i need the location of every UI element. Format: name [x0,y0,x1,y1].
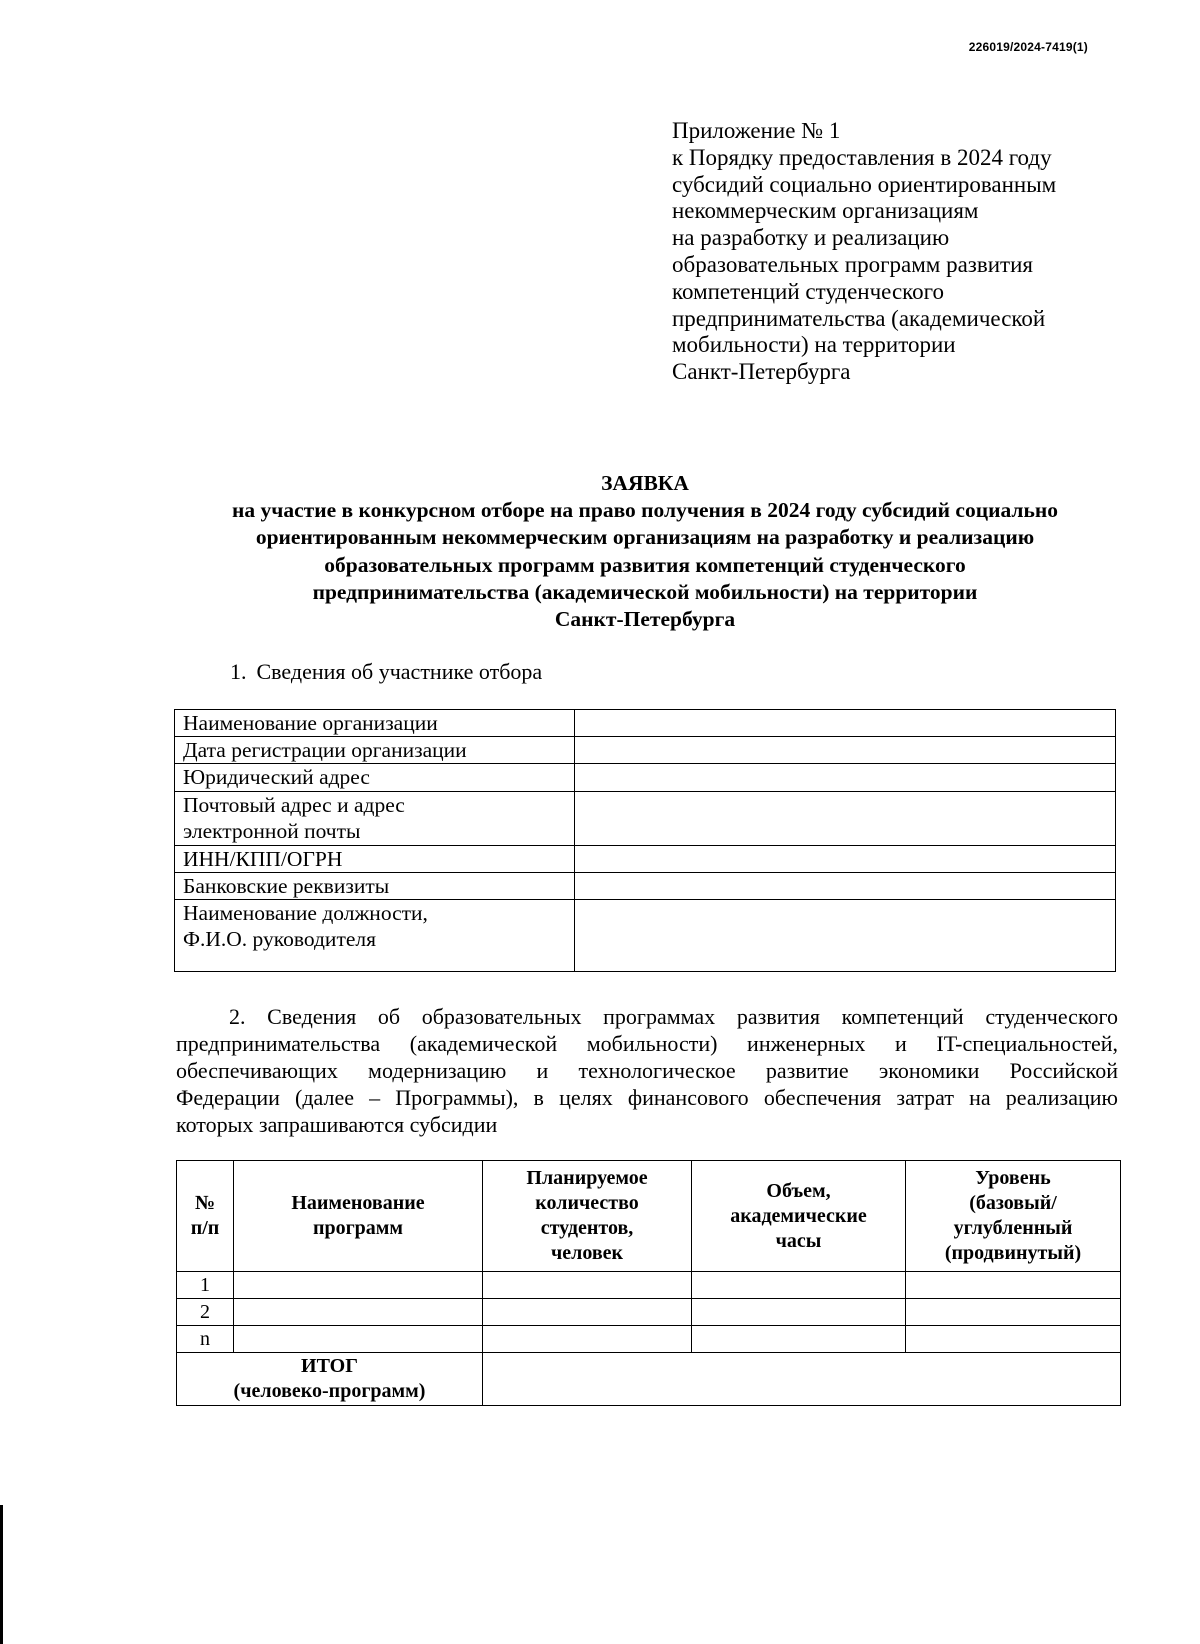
level-cell[interactable] [906,1272,1121,1299]
title-heading: ЗАЯВКА [601,471,689,495]
annex-line: мобильности) на территории [672,332,956,358]
value-cell[interactable] [575,873,1116,900]
col-header-students: Планируемое количество студентов, человек [483,1161,692,1272]
table-row [175,710,1116,737]
total-row [177,1353,1121,1406]
value-cell[interactable] [575,737,1116,764]
paragraph-line: которых запрашиваются субсидии [176,1112,498,1137]
level-cell[interactable] [906,1326,1121,1353]
hours-cell[interactable] [692,1326,906,1353]
table-row [177,1299,1121,1326]
value-cell[interactable] [575,792,1116,846]
total-value-cell[interactable] [483,1353,1121,1406]
table-row [175,873,1116,900]
program-name-cell[interactable] [234,1299,483,1326]
value-cell[interactable] [575,846,1116,873]
col-header-number: № п/п [177,1161,234,1272]
table-row [177,1326,1121,1353]
value-cell[interactable] [575,710,1116,737]
title-line: образовательных программ развития компетенций студенческого [324,552,966,577]
row-label: Дата регистрации организации [175,737,575,764]
table-row [177,1272,1121,1299]
value-cell[interactable] [575,900,1116,972]
col-header-level: Уровень (базовый/ углубленный (продвинутый) [906,1161,1121,1272]
annex-header [672,118,1112,386]
annex-line: к Порядку предоставления в 2024 году [672,144,1052,170]
paragraph-line: Федерации (далее – Программы), в целях финансового обеспечения затрат на реализацию [176,1085,1118,1110]
row-label: Почтовый адрес и адрес электронной почты [175,792,575,846]
table-row [175,792,1116,846]
row-number: 1 [177,1272,234,1299]
students-cell[interactable] [483,1326,692,1353]
row-label: Наименование организации [175,710,575,737]
application-title [120,470,1170,633]
row-number: n [177,1326,234,1353]
level-cell[interactable] [906,1299,1121,1326]
table-row [175,737,1116,764]
row-number: 2 [177,1299,234,1326]
row-label: Наименование должности, Ф.И.О. руководителя [175,900,575,972]
paragraph-line: предпринимательства (академической мобильности) инженерных и IT-специальностей, [176,1031,1118,1056]
title-line: ориентированным некоммерческим организациям на разработку и реализацию [255,525,1035,550]
row-label: Банковские реквизиты [175,873,575,900]
title-line: предпринимательства (академической мобильности) на территории [312,579,978,604]
value-cell[interactable] [575,764,1116,792]
students-cell[interactable] [483,1272,692,1299]
document-id: 226019/2024-7419(1) [968,40,1088,54]
scan-edge-line [0,1505,3,1644]
header-row [177,1161,1121,1272]
hours-cell[interactable] [692,1299,906,1326]
title-line: на участие в конкурсном отборе на право получения в 2024 году субсидий социально [231,498,1059,523]
annex-line: компетенций студенческого [672,278,945,304]
title-line: Санкт-Петербурга [554,607,736,632]
paragraph-line: обеспечивающих модернизацию и технологическое развитие экономики Российской [176,1058,1118,1083]
program-name-cell[interactable] [234,1272,483,1299]
col-header-program-name: Наименование программ [234,1161,483,1272]
annex-line: субсидий социально ориентированным [672,171,1057,197]
section-2-text [176,1003,1118,1138]
col-header-hours: Объем, академические часы [692,1161,906,1272]
annex-line: предпринимательства (академической [672,305,1046,331]
annex-line: Приложение № 1 [672,118,841,143]
total-label: ИТОГ (человеко-программ) [177,1353,483,1406]
paragraph-line: 2. Сведения об образовательных программах развития компетенций студенческого [229,1004,1118,1029]
table-row [175,900,1116,972]
table-row [175,764,1116,792]
annex-line: Санкт-Петербурга [672,359,851,385]
annex-line: на разработку и реализацию [672,225,950,251]
annex-line: некоммерческим организациям [672,198,979,224]
hours-cell[interactable] [692,1272,906,1299]
row-label: Юридический адрес [175,764,575,792]
section-1-heading [230,659,542,685]
table-row [175,846,1116,873]
row-label: ИНН/КПП/ОГРН [175,846,575,873]
annex-line: образовательных программ развития [672,251,1033,277]
students-cell[interactable] [483,1299,692,1326]
programs-table [176,1160,1121,1406]
section-title: Сведения об участнике отбора [256,659,543,684]
program-name-cell[interactable] [234,1326,483,1353]
section-number: 1. [230,659,247,684]
participant-info-table [174,709,1116,972]
